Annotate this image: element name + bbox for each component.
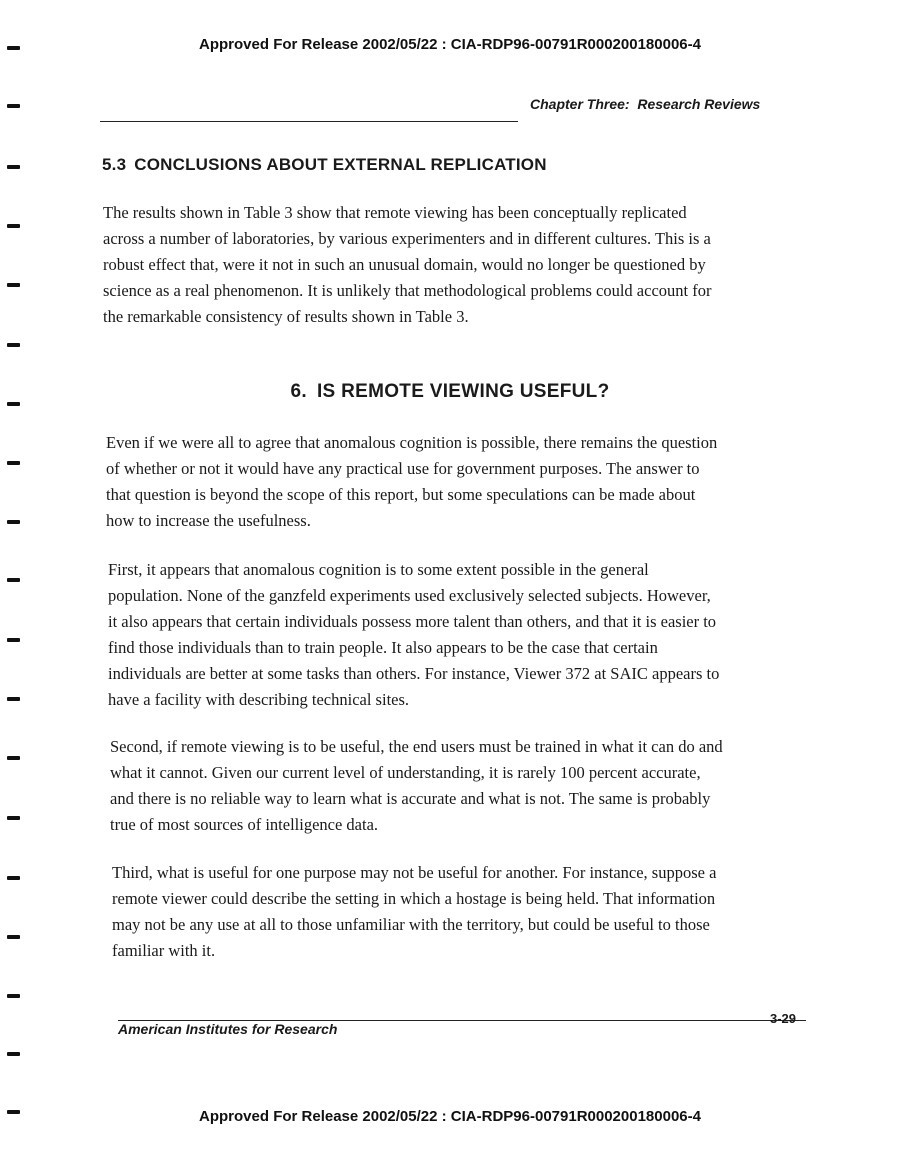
punch-mark xyxy=(7,756,20,760)
footer-organization: American Institutes for Research xyxy=(118,1021,338,1037)
section-title: IS REMOTE VIEWING USEFUL? xyxy=(316,381,610,402)
text-line: Third, what is useful for one purpose may not be useful for another. For instance, suppose a xyxy=(112,863,717,882)
text-line: remote viewer could describe the setting in which a hostage is being held. That information xyxy=(112,889,716,908)
text-line: robust effect that, were it not in such an unusual domain, would no longer be questioned by xyxy=(103,255,706,274)
punch-mark xyxy=(7,104,20,108)
paragraph-third xyxy=(112,860,802,964)
text-line: science as a real phenomenon. It is unlikely that methodological problems could account for xyxy=(103,281,712,300)
punch-mark xyxy=(7,638,20,642)
chapter-label: Chapter Three: xyxy=(530,96,630,112)
text-line: and there is no reliable way to learn what is accurate and what is not. The same is probably xyxy=(110,789,711,808)
text-line: of whether or not it would have any practical use for government purposes. The answer to xyxy=(106,459,700,478)
paragraph-first xyxy=(108,557,798,713)
punch-mark xyxy=(7,1110,20,1114)
punch-mark xyxy=(7,994,20,998)
header-rule xyxy=(100,121,518,122)
text-line: that question is beyond the scope of this report, but some speculations can be made about xyxy=(106,485,696,504)
text-line: across a number of laboratories, by various experimenters and in different cultures. This is a xyxy=(103,229,711,248)
paragraph-intro xyxy=(106,430,796,534)
punch-mark xyxy=(7,283,20,287)
punch-mark xyxy=(7,224,20,228)
text-line: have a facility with describing technical sites. xyxy=(108,690,410,709)
text-line: Second, if remote viewing is to be useful, the end users must be trained in what it can do and xyxy=(110,737,723,756)
paragraph-second xyxy=(110,734,800,838)
section-title: CONCLUSIONS ABOUT EXTERNAL REPLICATION xyxy=(134,155,547,174)
punch-mark xyxy=(7,876,20,880)
text-line: true of most sources of intelligence data. xyxy=(110,815,379,834)
section-5-3-paragraph xyxy=(103,200,793,330)
section-5-3-heading xyxy=(102,155,547,175)
release-stamp-top: Approved For Release 2002/05/22 : CIA-RDP96-00791R000200180006-4 xyxy=(199,36,701,53)
chapter-title: Research Reviews xyxy=(637,96,761,112)
punch-mark xyxy=(7,165,20,169)
text-line: The results shown in Table 3 show that remote viewing has been conceptually replicated xyxy=(103,203,687,222)
punch-mark xyxy=(7,343,20,347)
text-line: it also appears that certain individuals possess more talent than others, and that it is easier to xyxy=(108,612,717,631)
punch-mark xyxy=(7,578,20,582)
text-line: what it cannot. Given our current level of understanding, it is rarely 100 percent accurate, xyxy=(110,763,701,782)
text-line: Even if we were all to agree that anomalous cognition is possible, there remains the question xyxy=(106,433,718,452)
text-line: may not be any use at all to those unfamiliar with the territory, but could be useful to those xyxy=(112,915,710,934)
section-number: 5.3 xyxy=(102,155,127,174)
punch-mark xyxy=(7,935,20,939)
punch-mark xyxy=(7,1052,20,1056)
text-line: individuals are better at some tasks than others. For instance, Viewer 372 at SAIC appears to xyxy=(108,664,720,683)
running-header xyxy=(530,96,760,112)
text-line: familiar with it. xyxy=(112,941,216,960)
punch-mark xyxy=(7,46,20,50)
punch-mark xyxy=(7,520,20,524)
punch-mark xyxy=(7,461,20,465)
release-stamp-bottom: Approved For Release 2002/05/22 : CIA-RDP96-00791R000200180006-4 xyxy=(199,1108,701,1125)
text-line: the remarkable consistency of results shown in Table 3. xyxy=(103,307,469,326)
section-6-heading xyxy=(0,381,900,403)
punch-mark xyxy=(7,697,20,701)
text-line: how to increase the usefulness. xyxy=(106,511,311,530)
section-number: 6. xyxy=(290,381,307,402)
punch-mark xyxy=(7,816,20,820)
text-line: population. None of the ganzfeld experiments used exclusively selected subjects. However, xyxy=(108,586,711,605)
text-line: find those individuals than to train people. It also appears to be the case that certain xyxy=(108,638,658,657)
text-line: First, it appears that anomalous cognition is to some extent possible in the general xyxy=(108,560,649,579)
page-number: 3-29 xyxy=(770,1011,797,1026)
